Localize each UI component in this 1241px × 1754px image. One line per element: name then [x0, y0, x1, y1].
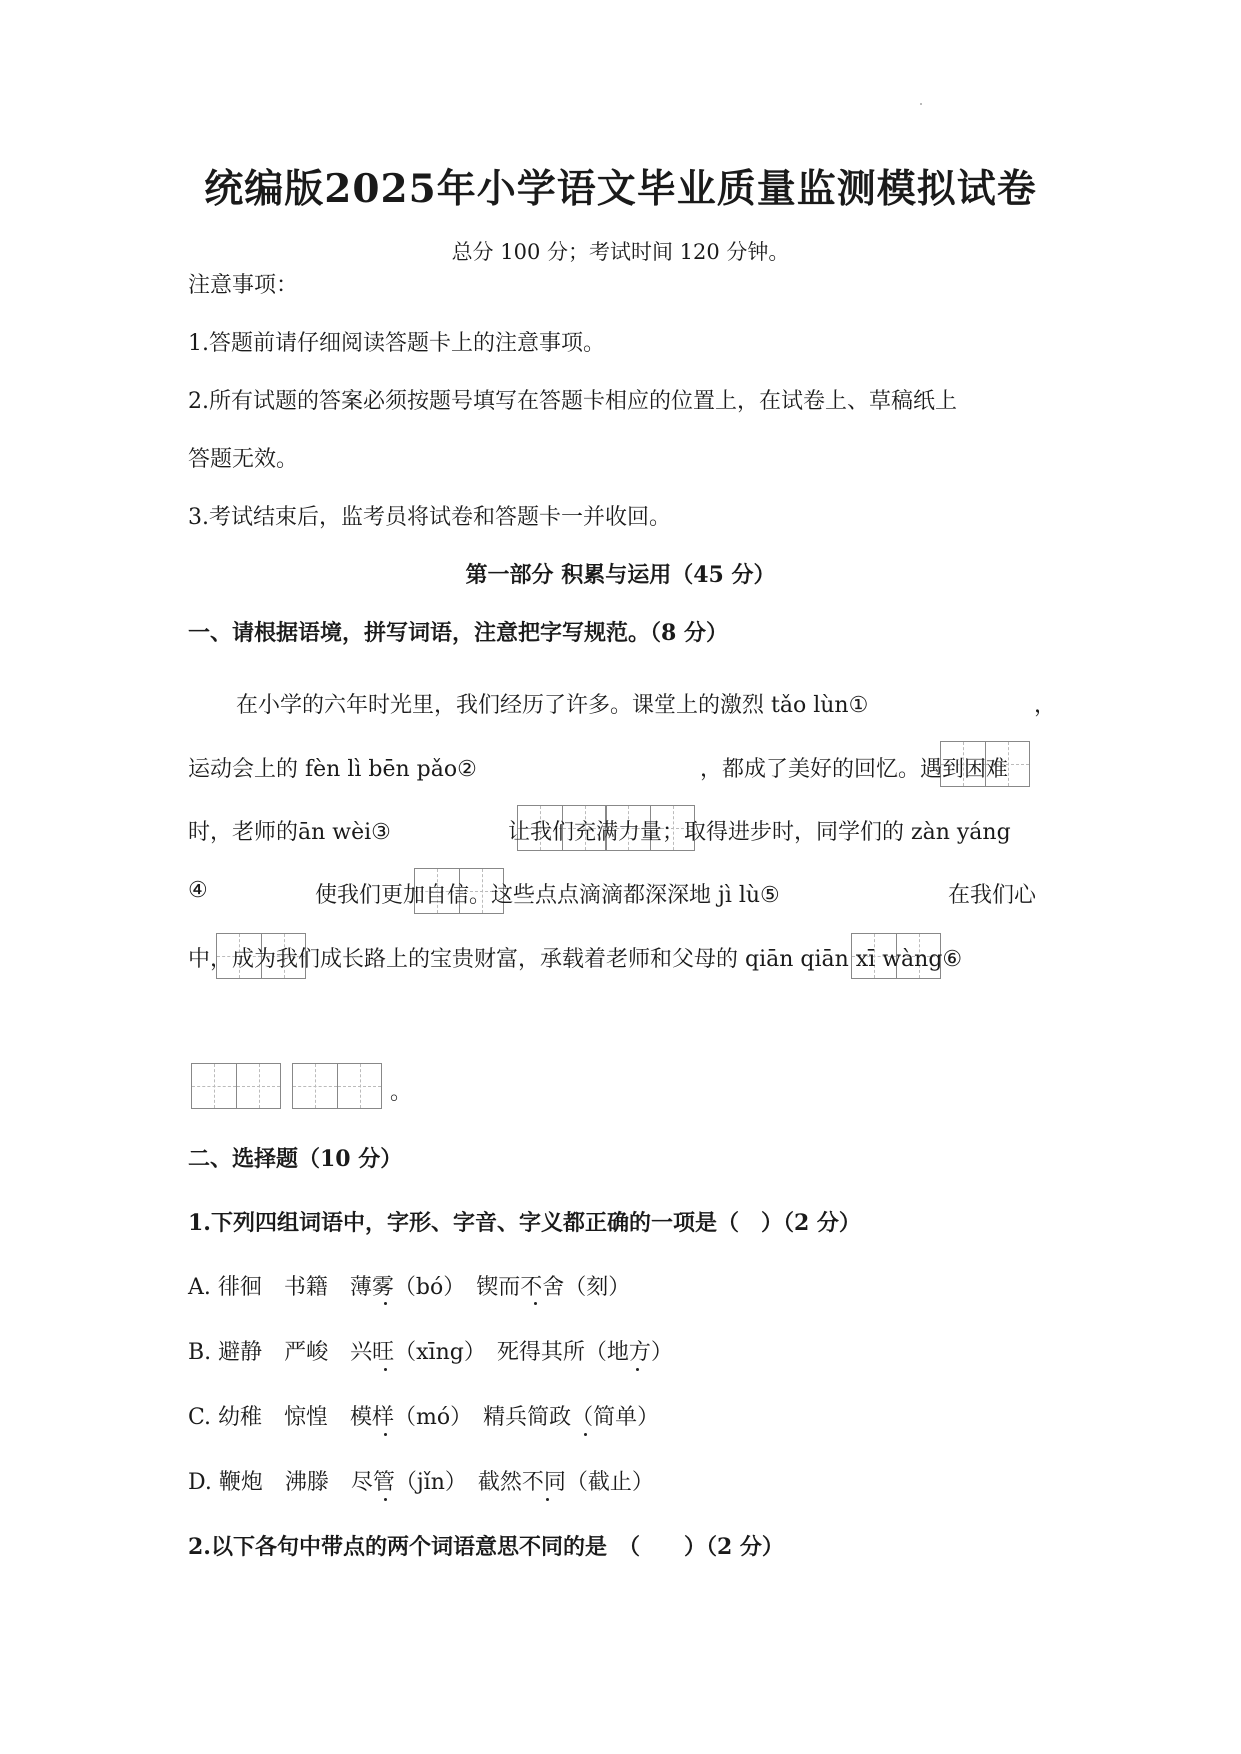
note-item-2: 2.所有试题的答案必须按题号填写在答题卡相应的位置上，在试卷上、草稿纸上: [188, 389, 957, 414]
passage-line-2-end: ，都成了美好的回忆。遇到困难: [700, 757, 1009, 782]
emphasis-dot: [384, 1302, 387, 1305]
passage-line-6-end: 。: [390, 1080, 413, 1105]
emphasis-dot: [384, 1368, 387, 1371]
note-item-2-cont: 答题无效。: [188, 447, 299, 472]
passage-line-4-end: 在我们心: [948, 883, 1037, 908]
note-item-3: 3.考试结束后，监考员将试卷和答题卡一并收回。: [188, 505, 671, 530]
scan-speck: [920, 103, 922, 105]
section2-heading: 二、选择题（10 分）: [188, 1146, 403, 1172]
question-1-stem: 1.下列四组词语中，字形、字音、字义都正确的一项是（ ）（2 分）: [188, 1210, 861, 1236]
section1-heading: 一、请根据语境，拼写词语，注意把字写规范。（8 分）: [188, 620, 728, 646]
passage-line-4-start: ④: [188, 878, 208, 903]
notes-heading: 注意事项：: [188, 273, 299, 298]
question-1-option-b[interactable]: B. 避静 严峻 兴旺（xīng） 死得其所（地方）: [188, 1340, 673, 1365]
passage-line-1-end: ，: [1034, 693, 1057, 718]
part1-heading: 第一部分 积累与运用（45 分）: [465, 562, 776, 588]
emphasis-dot: [636, 1368, 639, 1371]
exam-info: 总分 100 分；考试时间 120 分钟。: [451, 240, 790, 264]
passage-line-4: 使我们更加自信。这些点点滴滴都深深地 jì lù⑤: [315, 883, 780, 908]
emphasis-dot: [546, 1498, 549, 1501]
passage-line-5: 中，成为我们成长路上的宝贵财富，承载着老师和父母的 qiān qiān xī wàng⑥: [188, 947, 963, 972]
question-1-option-d[interactable]: D. 鞭炮 沸滕 尽管（jǐn） 截然不同（截止）: [188, 1470, 654, 1495]
question-1-option-c[interactable]: C. 幼稚 惊惶 模样（mó） 精兵简政（简单）: [188, 1405, 660, 1430]
emphasis-dot: [384, 1433, 387, 1436]
question-1-option-a[interactable]: A. 徘徊 书籍 薄雾（bó） 锲而不舍（刻）: [188, 1275, 631, 1300]
answer-grid-6a[interactable]: [191, 1063, 281, 1109]
passage-line-3: 时，老师的ān wèi③: [188, 820, 391, 845]
answer-grid-6b[interactable]: [292, 1063, 382, 1109]
passage-line-1: 在小学的六年时光里，我们经历了许多。课堂上的激烈 tǎo lùn①: [236, 693, 869, 718]
question-2-stem: 2.以下各句中带点的两个词语意思不同的是 （ ）（2 分）: [188, 1534, 784, 1560]
page-title: 统编版2025年小学语文毕业质量监测模拟试卷: [204, 166, 1037, 212]
passage-line-3-end: 让我们充满力量；取得进步时，同学们的 zàn yáng: [508, 820, 1011, 845]
passage-line-2: 运动会上的 fèn lì bēn pǎo②: [188, 757, 477, 782]
emphasis-dot: [384, 1498, 387, 1501]
emphasis-dot: [534, 1302, 537, 1305]
note-item-1: 1.答题前请仔细阅读答题卡上的注意事项。: [188, 331, 605, 356]
emphasis-dot: [584, 1433, 587, 1436]
